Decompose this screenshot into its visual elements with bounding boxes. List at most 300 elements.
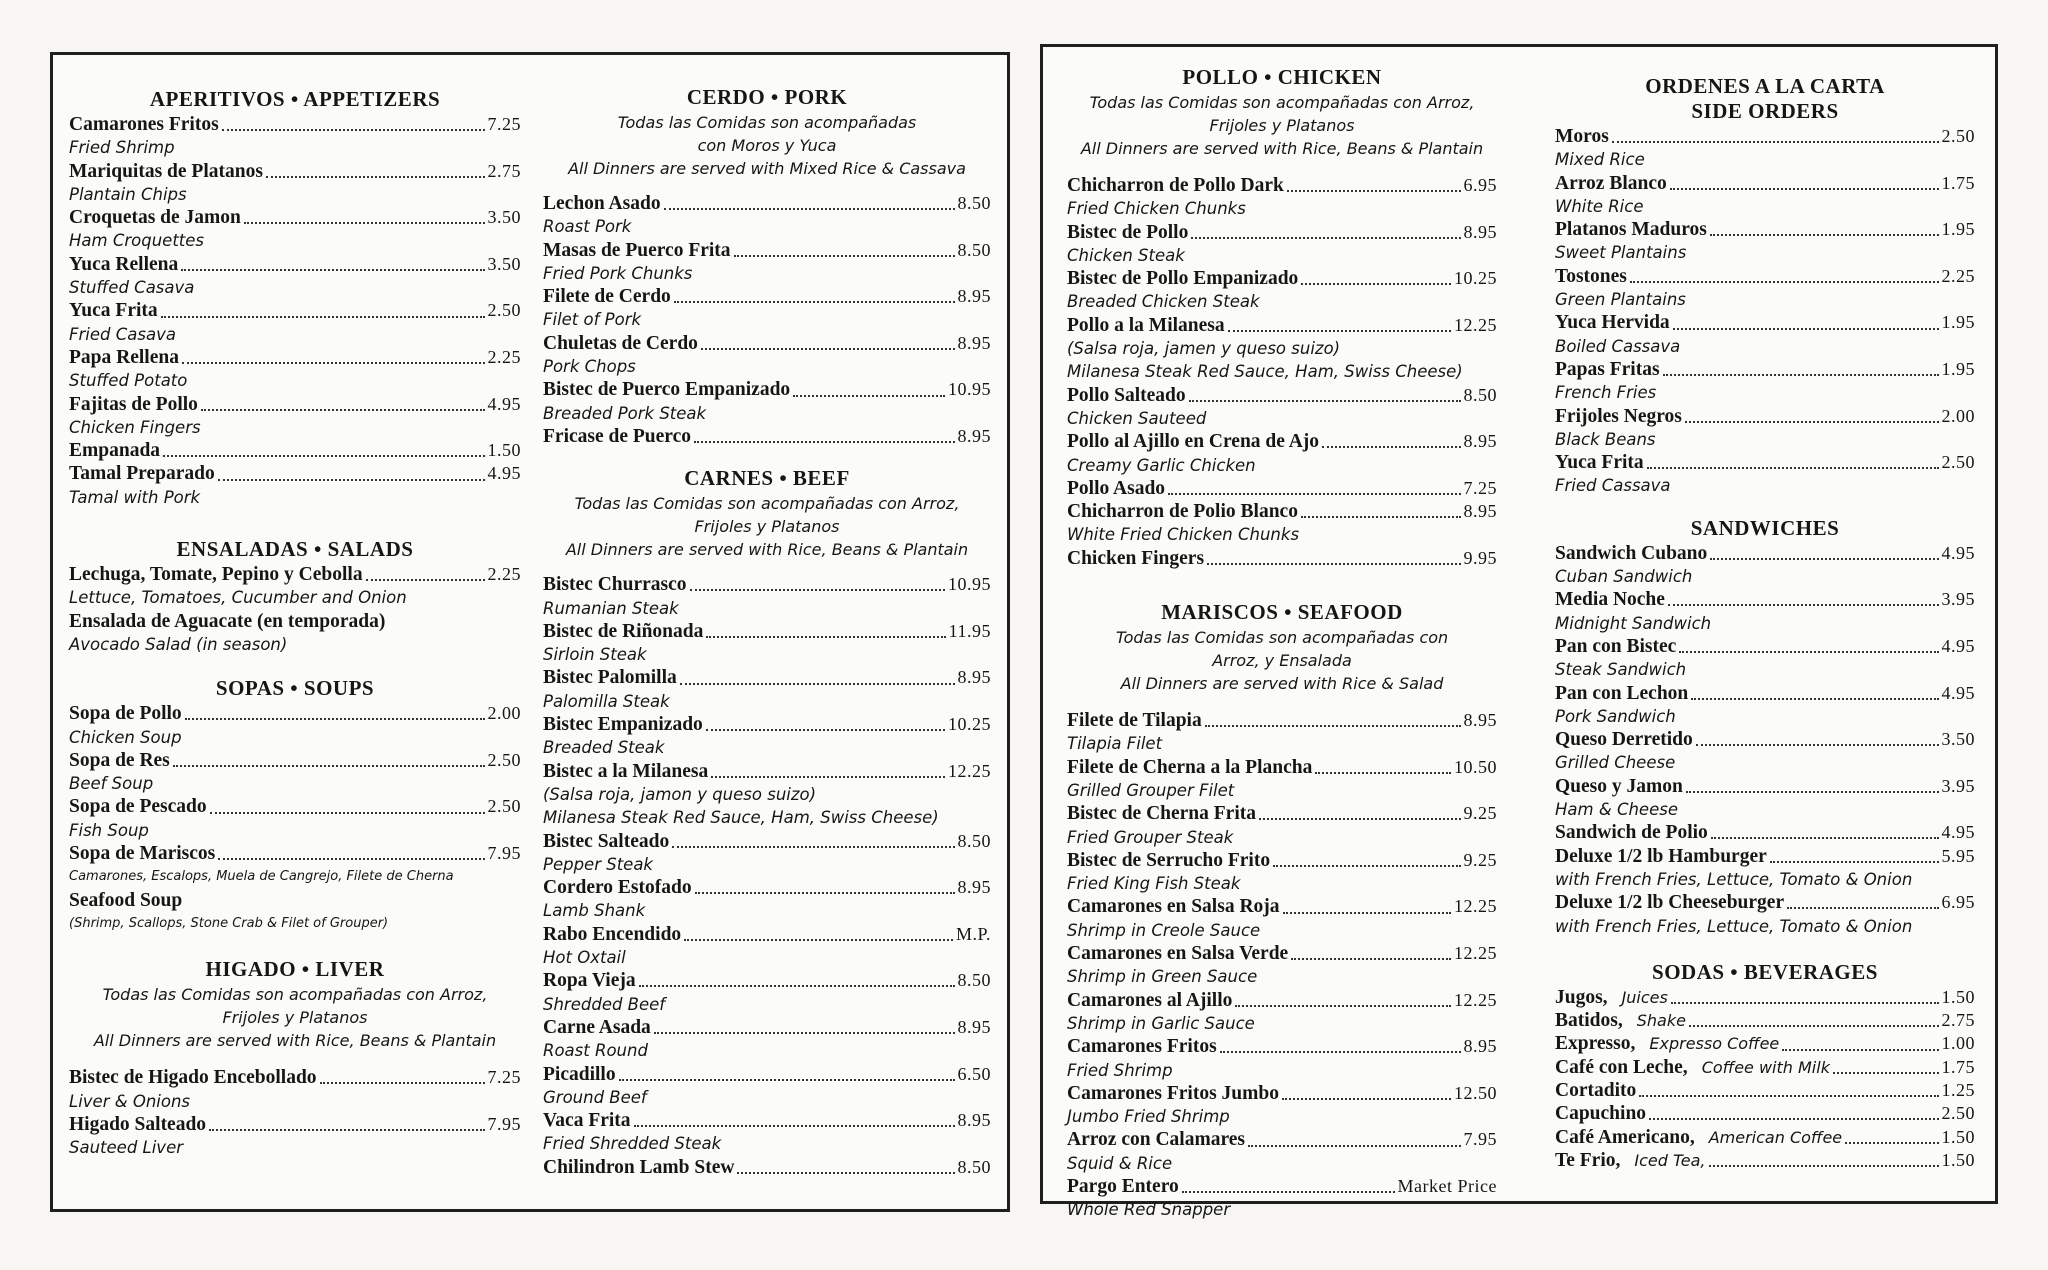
menu-item (1555, 358, 1975, 405)
item-price: 8.50 (957, 1156, 991, 1177)
menu-item (543, 332, 991, 379)
menu-item-row (69, 299, 521, 322)
item-price: 8.95 (957, 1110, 991, 1131)
item-description: Shrimp in Green Sauce (1067, 967, 1258, 987)
menu-item-row (1067, 384, 1497, 407)
item-price: 1.50 (1941, 986, 1975, 1007)
item-name (543, 192, 661, 215)
menu-section (543, 466, 991, 1179)
item-description: Lamb Shank (543, 901, 646, 921)
section-subtitle: SIDE ORDERS (1691, 99, 1839, 123)
menu-item (1067, 1082, 1497, 1129)
menu-item (69, 253, 521, 300)
section-title: POLLO • CHICKEN (1182, 65, 1382, 89)
dot-leader (1248, 1144, 1461, 1147)
item-price: 12.25 (948, 760, 991, 781)
menu-item-row (69, 889, 521, 912)
item-name (543, 573, 687, 596)
item-name-text: Yuca Frita (69, 300, 158, 322)
dot-leader (173, 764, 485, 767)
menu-item (1555, 172, 1975, 219)
item-name-text: Bistec Palomilla (543, 667, 677, 689)
menu-item-row (1555, 635, 1975, 658)
menu-item-row (1555, 1032, 1975, 1055)
dot-leader (1182, 1190, 1395, 1193)
item-price: 10.95 (948, 574, 991, 595)
menu-item (1555, 891, 1975, 938)
item-price: 2.75 (1941, 1010, 1975, 1031)
item-name (1067, 802, 1256, 825)
item-name (1067, 942, 1288, 965)
section-title: CERDO • PORK (686, 85, 848, 109)
menu-item-row (1555, 821, 1975, 844)
menu-item (1555, 775, 1975, 822)
item-name-english: Expresso Coffee (1649, 1034, 1780, 1054)
menu-item-row (1555, 588, 1975, 611)
item-price: 4.95 (487, 463, 521, 484)
item-name-text: Te Frio, (1555, 1149, 1621, 1171)
menu-section (69, 87, 521, 509)
menu-section (543, 85, 991, 448)
dot-leader (654, 1031, 955, 1034)
item-price: 7.95 (487, 843, 521, 864)
menu-item (1067, 849, 1497, 896)
menu-item (543, 830, 991, 877)
menu-item-row (1067, 1082, 1497, 1105)
dot-leader (163, 454, 484, 457)
item-description: Roast Round (543, 1041, 648, 1061)
dot-leader (1696, 743, 1939, 746)
item-name (543, 876, 692, 899)
item-name (1067, 849, 1270, 872)
item-name (1067, 314, 1225, 337)
section-note: Frijoles y Platanos (1209, 116, 1355, 135)
dot-leader (1686, 790, 1939, 793)
item-name-text: Sopa de Res (69, 749, 170, 771)
item-name-text: Bistec de Serrucho Frito (1067, 849, 1271, 871)
menu-item-row (543, 192, 991, 215)
menu-item (543, 425, 991, 448)
menu-item-row (69, 346, 521, 369)
menu-item-row (1555, 1126, 1975, 1149)
dot-leader (1782, 1048, 1938, 1051)
section-note: Arroz, y Ensalada (1212, 651, 1352, 671)
menu-item (69, 346, 521, 393)
item-name-text: Pollo Asado (1067, 477, 1166, 499)
item-name-text: Pan con Lechon (1555, 682, 1689, 704)
item-price: 7.25 (487, 1067, 521, 1088)
item-price: 4.95 (1941, 822, 1975, 843)
menu-item-row (1555, 775, 1975, 798)
item-name (1555, 451, 1644, 474)
item-name (543, 969, 636, 992)
section-title: APERITIVOS • APPETIZERS (149, 87, 441, 111)
item-price: 9.25 (1463, 849, 1497, 870)
section-notes (543, 111, 991, 180)
menu-item (69, 610, 521, 657)
item-description: Fried Shredded Steak (543, 1134, 722, 1154)
item-description: Sweet Plantains (1555, 243, 1687, 263)
menu-item-row (69, 393, 521, 416)
item-name (69, 160, 263, 183)
item-name (543, 239, 731, 262)
dot-leader (1679, 650, 1938, 653)
item-price: 2.25 (487, 346, 521, 367)
menu-item (1555, 1079, 1975, 1102)
item-price: 6.95 (1941, 892, 1975, 913)
menu-item-row (1067, 1035, 1497, 1058)
item-name (1555, 542, 1707, 565)
dot-leader (706, 635, 945, 638)
item-description: Chicken Steak (1067, 245, 1185, 265)
menu-item-row (1555, 542, 1975, 565)
dot-leader (1207, 562, 1460, 565)
dot-leader (222, 128, 485, 131)
item-name-text: Yuca Frita (1555, 452, 1644, 474)
item-name (1555, 821, 1708, 844)
item-name-text: Pollo al Ajillo en Crena de Ajo (1067, 431, 1320, 453)
item-name (69, 610, 385, 633)
menu-item-row (543, 876, 991, 899)
item-name (543, 1156, 734, 1179)
dot-leader (1685, 420, 1939, 423)
menu-item (69, 749, 521, 796)
item-name-text: Frijoles Negros (1555, 405, 1682, 427)
menu-item (1555, 1032, 1975, 1055)
section-notes (1067, 91, 1497, 160)
menu-panel-left (50, 52, 1010, 1212)
item-name-text: Bistec a la Milanesa (543, 760, 709, 782)
dot-leader (161, 315, 485, 318)
item-name (1555, 1056, 1830, 1079)
section-note: Todas las Comidas son acompañadas con Arroz, (574, 494, 960, 514)
menu-item-row (1067, 547, 1497, 570)
menu-item (543, 1156, 991, 1179)
menu-item-row (1067, 314, 1497, 337)
menu-item (69, 206, 521, 253)
section-notes (1067, 626, 1497, 695)
item-description: Ground Beef (543, 1087, 647, 1107)
item-name (69, 113, 219, 136)
menu-column (1067, 65, 1497, 1222)
item-price: 1.95 (1941, 358, 1975, 379)
item-name-text: Papas Fritas (1555, 358, 1660, 380)
dot-leader (695, 891, 955, 894)
dot-leader (1612, 140, 1939, 143)
menu-item (1555, 265, 1975, 312)
menu-item-row (69, 842, 521, 865)
menu-item (69, 889, 521, 936)
dot-leader (182, 361, 485, 364)
menu-item-row (1067, 942, 1497, 965)
item-name (543, 830, 669, 853)
dot-leader (1647, 466, 1939, 469)
section-title: SOPAS • SOUPS (215, 676, 375, 701)
item-name-text: Expresso, (1555, 1033, 1636, 1055)
item-description: Steak Sandwich (1555, 660, 1687, 680)
item-name (1067, 221, 1188, 244)
dot-leader (701, 347, 955, 350)
dot-leader (634, 1124, 955, 1127)
item-name-text: Bistec de Puerco Empanizado (543, 379, 791, 401)
item-name-text: Filete de Cherna a la Plancha (1067, 756, 1313, 778)
dot-leader (706, 728, 945, 731)
menu-item (69, 113, 521, 160)
item-price: 8.95 (1463, 501, 1497, 522)
dot-leader (619, 1078, 955, 1081)
menu-item-row (1067, 267, 1497, 290)
item-name (69, 749, 170, 772)
item-price: 9.95 (1463, 547, 1497, 568)
item-name-text: Camarones Fritos (69, 114, 219, 135)
menu-item-row (543, 425, 991, 448)
dot-leader (1228, 329, 1451, 332)
menu-item-row (1067, 709, 1497, 732)
section-note: con Moros y Yuca (697, 136, 837, 155)
item-name (1067, 477, 1165, 500)
menu-item-row (69, 610, 521, 633)
item-description: Tilapia Filet (1067, 734, 1163, 754)
menu-item-row (543, 332, 991, 355)
menu-item-row (543, 378, 991, 401)
section-note: Todas las Comidas son acompañadas (617, 113, 917, 132)
menu-column (543, 85, 991, 1179)
item-name (1555, 218, 1707, 241)
item-price: 1.95 (1941, 219, 1975, 240)
item-description: (Shrimp, Scallops, Stone Crab & Filet of Grouper) (69, 915, 389, 931)
dot-leader (1273, 864, 1460, 867)
item-description: Fried Chicken Chunks (1067, 199, 1246, 219)
item-name-text: Arroz con Calamares (1067, 1129, 1245, 1151)
item-name (1555, 891, 1784, 914)
item-name-text: Moros (1555, 126, 1609, 147)
section-title: CARNES • BEEF (684, 466, 850, 491)
item-name-text: Bistec Salteado (543, 830, 670, 852)
item-price: 7.25 (487, 114, 521, 134)
dot-leader (737, 1171, 954, 1174)
item-price: 8.95 (1463, 221, 1497, 242)
item-name (1555, 1009, 1686, 1032)
item-description: Ham Croquettes (69, 231, 205, 251)
dot-leader (1189, 399, 1461, 402)
item-price: 1.00 (1941, 1033, 1975, 1054)
item-description: Fried Pork Chunks (543, 263, 693, 283)
item-name (1067, 1175, 1179, 1198)
item-description: Mixed Rice (1555, 150, 1645, 170)
item-name (543, 760, 708, 783)
item-name (1555, 728, 1693, 751)
menu-item-row (1555, 405, 1975, 428)
item-description: Avocado Salad (in season) (69, 634, 288, 654)
item-price: 12.25 (1454, 314, 1497, 335)
item-price: 6.95 (1463, 175, 1497, 195)
item-name-text: Picadillo (543, 1063, 616, 1085)
item-name (69, 439, 160, 462)
item-name (69, 346, 179, 369)
menu-item (1555, 311, 1975, 358)
item-name (1555, 1126, 1842, 1149)
item-name-text: Chuletas de Cerdo (543, 332, 698, 354)
item-name (1555, 682, 1688, 705)
item-description: Creamy Garlic Chicken (1067, 455, 1256, 475)
dot-leader (711, 775, 945, 778)
item-name-text: Pargo Entero (1067, 1175, 1179, 1197)
item-name-text: Lechon Asado (543, 193, 661, 214)
menu-item (543, 969, 991, 1016)
item-name-text: Sopa de Mariscos (69, 843, 216, 865)
item-price: 1.95 (1941, 312, 1975, 333)
item-name-text: Pollo Salteado (1067, 384, 1186, 406)
menu-item-row (69, 113, 521, 136)
dot-leader (680, 682, 955, 685)
dot-leader (366, 578, 485, 581)
item-description: Jumbo Fried Shrimp (1067, 1107, 1230, 1127)
item-name-text: Yuca Rellena (69, 253, 179, 275)
item-description: Fried Shrimp (69, 138, 175, 158)
menu-panel-right (1040, 44, 1998, 1220)
item-name (543, 1063, 616, 1086)
menu-column (1555, 75, 1975, 1172)
menu-item-row (1555, 265, 1975, 288)
item-name-text: Vaca Frita (543, 1110, 631, 1132)
menu-item (1555, 728, 1975, 775)
dot-leader (1691, 697, 1938, 700)
item-name (1067, 1128, 1245, 1151)
item-description: (Salsa roja, jamon y queso suizo) (543, 784, 817, 804)
menu-item (543, 923, 991, 970)
item-name (1067, 384, 1186, 407)
item-name-text: Mariquitas de Platanos (69, 160, 263, 182)
item-name (543, 1109, 631, 1132)
item-price: 2.25 (487, 564, 521, 585)
dot-leader (674, 300, 955, 303)
dot-leader (1710, 557, 1938, 560)
menu-item-row (543, 969, 991, 992)
item-name (1555, 311, 1670, 334)
section-note: All Dinners are served with Rice, Beans & Plantain (93, 1031, 497, 1051)
item-price: 2.00 (1941, 405, 1975, 426)
dot-leader (1845, 1141, 1938, 1144)
menu-item-row (1555, 1149, 1975, 1172)
item-description: Stuffed Potato (69, 371, 188, 391)
item-name (1555, 588, 1665, 611)
menu-item-row (1555, 1102, 1975, 1125)
item-name-text: Croquetas de Jamon (69, 207, 241, 229)
dot-leader (1322, 445, 1460, 448)
menu-item-row (543, 830, 991, 853)
menu-item-row (1067, 989, 1497, 1012)
item-name (69, 462, 215, 485)
item-price: 7.95 (1463, 1129, 1497, 1150)
menu-item (69, 702, 521, 749)
dot-leader (793, 394, 945, 397)
item-description: with French Fries, Lettuce, Tomato & Onion (1555, 869, 1913, 889)
section-title: MARISCOS • SEAFOOD (1161, 600, 1403, 625)
item-description: Cuban Sandwich (1555, 567, 1693, 587)
item-name-text: Carne Asada (543, 1016, 651, 1038)
menu-item-row (1067, 430, 1497, 453)
item-name (69, 393, 198, 416)
item-price: 2.50 (1941, 126, 1975, 146)
item-name-text: Camarones Fritos Jumbo (1067, 1082, 1279, 1104)
menu-item (1067, 1128, 1497, 1175)
item-name-text: Yuca Hervida (1555, 312, 1670, 334)
item-description: White Rice (1555, 196, 1644, 216)
item-name-text: Cordero Estofado (543, 877, 692, 899)
item-description: Fried Casava (69, 324, 176, 344)
section-note: All Dinners are served with Mixed Rice & Cassava (568, 159, 966, 178)
item-description: Chicken Fingers (69, 417, 201, 437)
menu-item (1067, 1035, 1497, 1082)
item-name-text: Bistec Churrasco (543, 574, 687, 596)
dot-leader (266, 175, 485, 178)
item-name-text: Arroz Blanco (1555, 172, 1667, 194)
menu-item (1555, 125, 1975, 172)
section-title: SODAS • BEVERAGES (1652, 959, 1878, 984)
dot-leader (1315, 771, 1451, 774)
section-note: All Dinners are served with Rice & Salad (1120, 674, 1444, 694)
menu-item-row (543, 285, 991, 308)
item-price: 1.75 (1941, 172, 1975, 193)
item-name (543, 378, 790, 401)
item-price: 4.95 (1941, 682, 1975, 703)
dot-leader (1191, 236, 1460, 239)
item-name-text: Cortadito (1555, 1079, 1637, 1101)
item-name-text: Queso y Jamon (1555, 775, 1683, 797)
item-description: Milanesa Steak Red Sauce, Ham, Swiss Cheese) (543, 808, 939, 828)
item-name (69, 563, 363, 586)
menu-section (1067, 600, 1497, 1222)
item-price: 2.00 (487, 703, 521, 724)
item-name (543, 666, 677, 689)
menu-item (1555, 1102, 1975, 1125)
item-price: 1.50 (1941, 1126, 1975, 1147)
dot-leader (684, 938, 953, 941)
item-description: Fish Soup (69, 820, 149, 840)
item-description: Squid & Rice (1067, 1153, 1173, 1173)
menu-section (1555, 75, 1975, 498)
menu-item-row (1067, 1175, 1497, 1198)
dot-leader (181, 268, 484, 271)
item-description: Beef Soup (69, 774, 154, 794)
menu-item-row (543, 1063, 991, 1086)
item-description: Pepper Steak (543, 854, 653, 874)
item-name-text: Camarones Fritos (1067, 1036, 1217, 1058)
item-price: 2.25 (1941, 265, 1975, 286)
item-name (543, 1016, 651, 1039)
item-name (1555, 986, 1668, 1009)
menu-item-row (1067, 500, 1497, 523)
item-description: Rumanian Steak (543, 598, 679, 618)
item-description: Filet of Pork (543, 310, 642, 330)
menu-section (69, 537, 521, 656)
menu-item (69, 1113, 521, 1160)
item-price: 3.50 (487, 253, 521, 274)
item-price: 8.50 (957, 239, 991, 260)
item-price: 2.50 (1941, 452, 1975, 473)
menu-item (1067, 1175, 1497, 1222)
item-price: 9.25 (1463, 803, 1497, 824)
item-name (69, 1113, 206, 1136)
dot-leader (1168, 492, 1460, 495)
item-description: Sirloin Steak (543, 645, 647, 665)
dot-leader (639, 984, 955, 987)
item-description: Milanesa Steak Red Sauce, Ham, Swiss Cheese) (1067, 362, 1463, 382)
item-name (543, 332, 698, 355)
menu-item (1067, 267, 1497, 314)
menu-item-row (1067, 756, 1497, 779)
menu-item (543, 573, 991, 620)
